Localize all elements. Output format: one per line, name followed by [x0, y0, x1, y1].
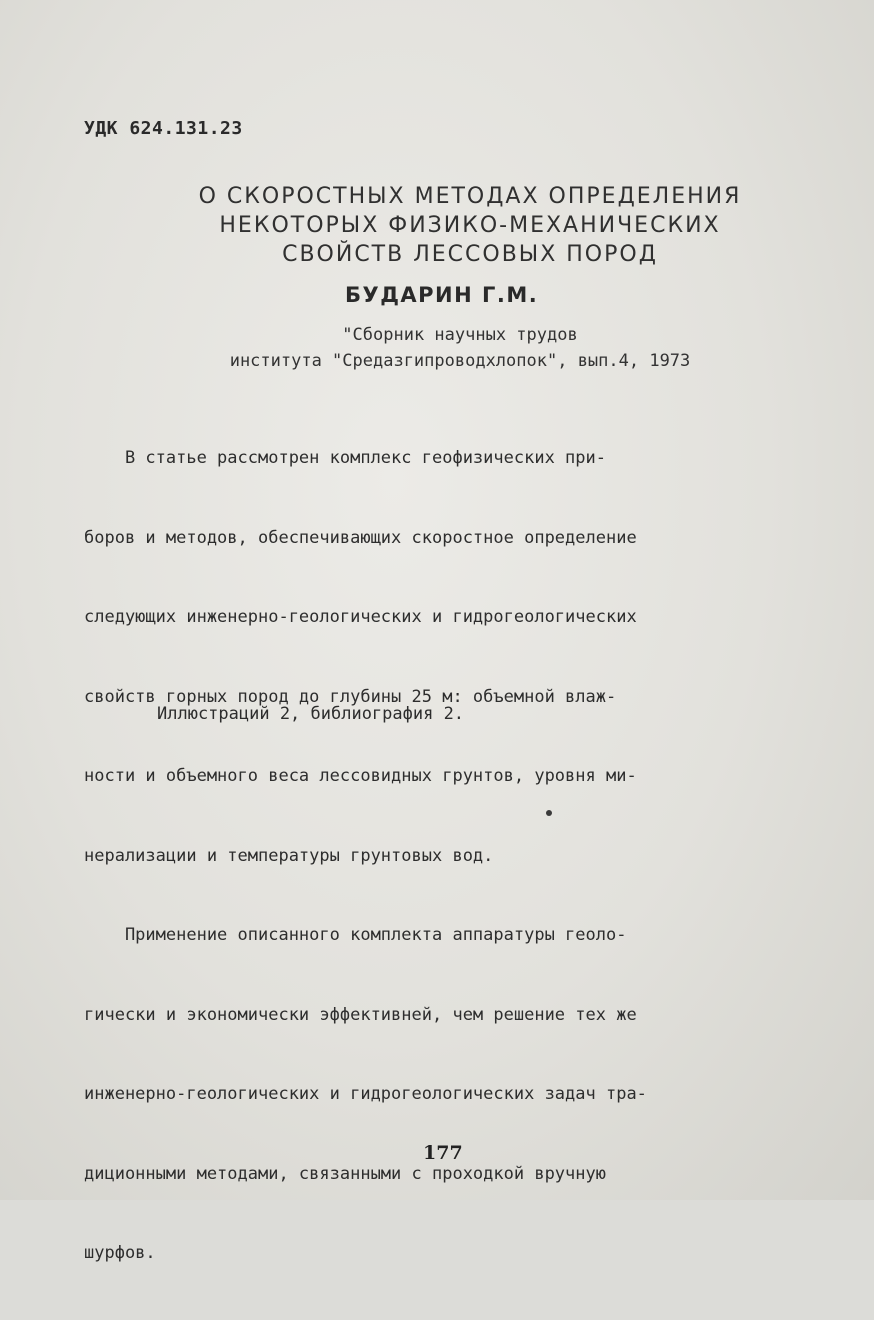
udk-code: УДК 624.131.23 [84, 118, 243, 139]
abstract-line: свойств горных пород до глубины 25 м: объемной влаж- [84, 686, 617, 707]
illustrations-note: Иллюстраций 2, библиография 2. [157, 704, 465, 724]
source-line: "Сборник научных трудов [342, 325, 578, 345]
abstract-line: шурфов. [84, 1243, 156, 1263]
abstract-line: инженерно-геологических и гидрогеологических задач тра- [84, 1084, 647, 1104]
abstract-line: нерализации и температуры грунтовых вод. [84, 845, 494, 866]
source-line: института "Средазгипроводхлопок", вып.4, 1973 [229, 351, 691, 371]
abstract-line: В статье рассмотрен комплекс геофизических при- [84, 448, 606, 468]
source-citation [150, 322, 770, 374]
abstract-line: Применение описанного комплекта аппаратуры геоло- [84, 925, 627, 945]
title-line: НЕКОТОРЫХ ФИЗИКО-МЕХАНИЧЕСКИХ [219, 213, 721, 238]
abstract-line: следующих инженерно-геологических и гидрогеологических [84, 607, 637, 627]
article-title [120, 182, 820, 269]
page-number: 177 [423, 1142, 463, 1164]
ink-dot [546, 810, 552, 816]
author: БУДАРИН Г.М. [345, 283, 539, 307]
abstract-body [84, 392, 809, 1320]
abstract-line: гически и экономически эффективней, чем решение тех же [84, 1004, 637, 1025]
abstract-line: диционными методами, связанными с проходкой вручную [84, 1163, 606, 1184]
title-line: СВОЙСТВ ЛЕССОВЫХ ПОРОД [282, 242, 658, 267]
title-line: О СКОРОСТНЫХ МЕТОДАХ ОПРЕДЕЛЕНИЯ [198, 184, 742, 209]
abstract-line: боров и методов, обеспечивающих скоростное определение [84, 527, 637, 548]
abstract-line: ности и объемного веса лессовидных грунтов, уровня ми- [84, 766, 637, 786]
